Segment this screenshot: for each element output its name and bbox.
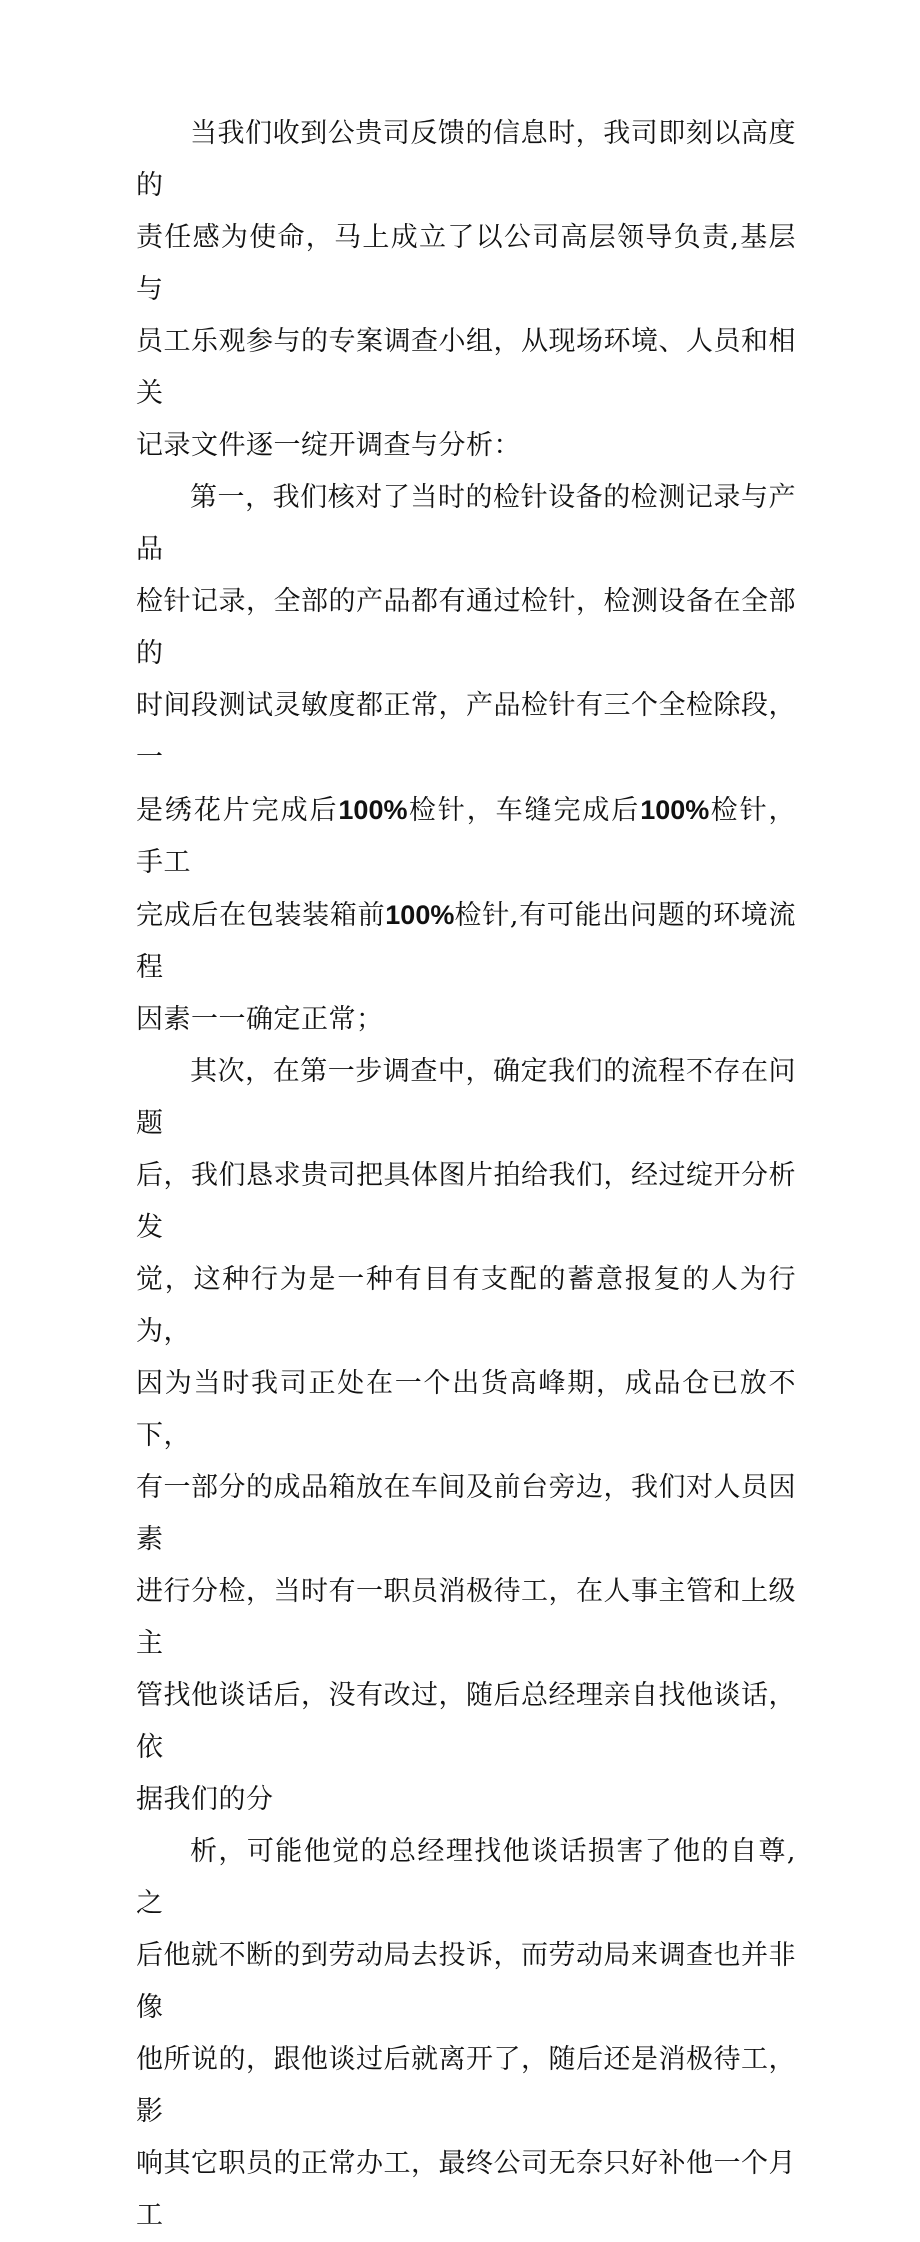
paragraph-4: 析，可能他觉的总经理找他谈话损害了他的自尊,之 后他就不断的到劳动局去投诉，而劳动局来调查也并非像 他所说的，跟他谈过后就离开了，随后还是消极待工，影 响其它职员的正常办工，最终公司无奈只好补他一个月工: [136, 1836, 796, 2231]
document-body: [136, 108, 796, 2242]
paragraph-2-text-d: 检针,有可能出问题的环境流程 因素一一确定正常；: [136, 900, 796, 1035]
paragraph-2-text-b: 检针，车缝完成后: [407, 795, 641, 826]
paragraph-3: 其次，在第一步调查中，确定我们的流程不存在问题 后，我们恳求贵司把具体图片拍给我们，经过绽开分析发 觉，这种行为是一种有目有支配的蓄意报复的人为行为， 因为当时我司正处在一个出货高峰期，成品仓已放不下， 有一部分的成品箱放在车间及前台旁边，我们对人员因素 进行分检，当时有一职员消极待工，在人事主管和上级主 管找他谈话后，没有改过，随后总经理亲自找他谈话，依 据我们的分: [136, 1056, 796, 1815]
paragraph-1: 当我们收到公贵司反馈的信息时，我司即刻以高度的 责任感为使命，马上成立了以公司高层领导负责,基层与 员工乐观参与的专案调查小组，从现场环境、人员和相关 记录文件逐一绽开调查与分析：: [136, 118, 796, 461]
percent-value: 100%: [338, 795, 408, 825]
paragraph-2: [136, 472, 796, 1046]
percent-value: 100%: [385, 900, 455, 930]
paragraph-2-text-a: 第一，我们核对了当时的检针设备的检测记录与产品 检针记录，全部的产品都有通过检针，检测设备在全部的 时间段测试灵敏度都正常，产品检针有三个全检除段，一 是绣花片完成后: [136, 482, 796, 826]
percent-value: 100%: [640, 795, 710, 825]
paragraph-2-text-c: 检针，手工 完成后在包装装箱前: [136, 795, 797, 931]
